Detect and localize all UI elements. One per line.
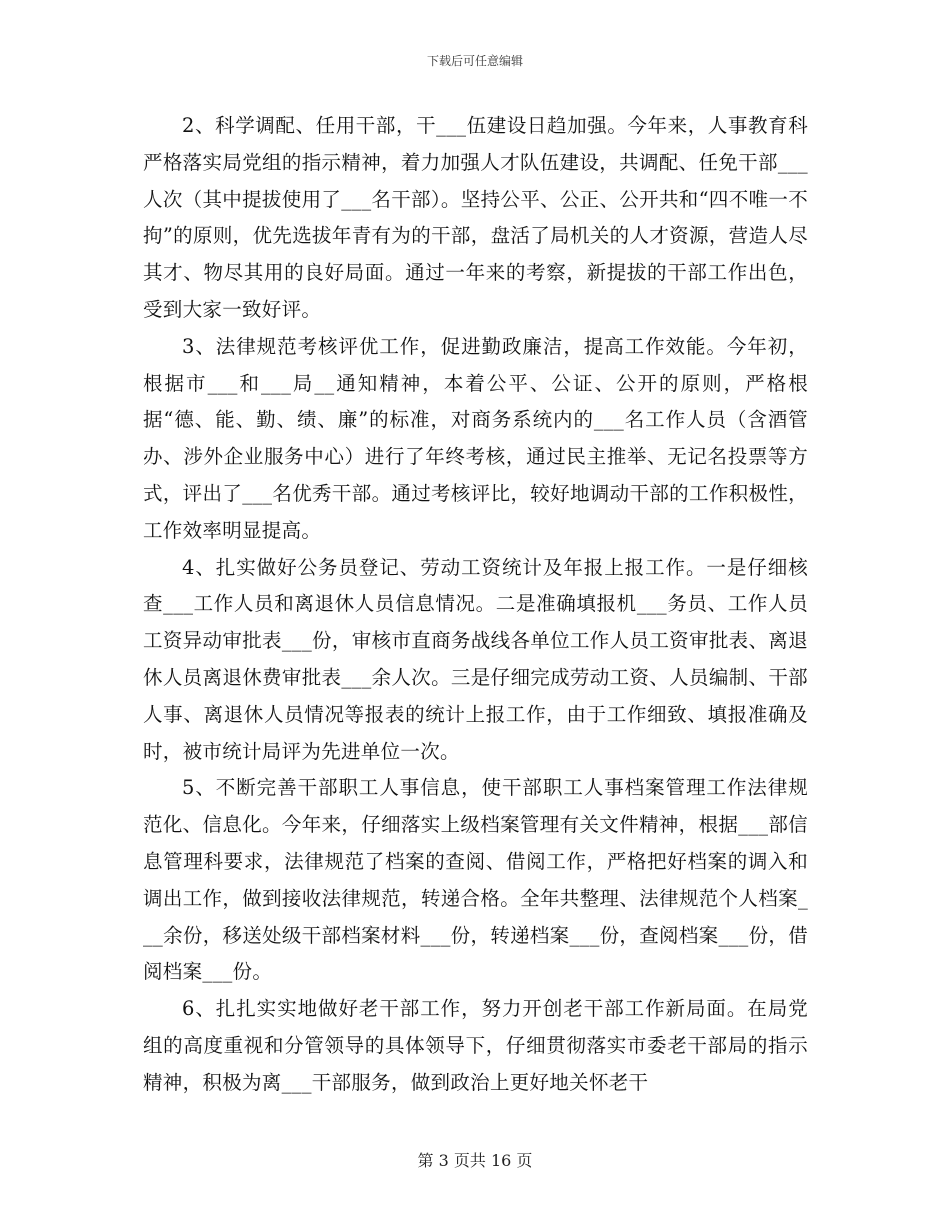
page-number-footer: 第 3 页共 16 页	[417, 1151, 533, 1170]
paragraph-2: 2、科学调配、任用干部，干___伍建设日趋加强。今年来，人事教育科严格落实局党组的指示精神，着力加强人才队伍建设，共调配、任免干部___人次（其中提拔使用了___名干部）。坚持公平、公正、公开共和“四不唯一不拘”的原则，优先选拔年青有为的干部，盘活了局机关的人才资源，营造人尽其才、物尽其用的良好局面。通过一年来的考察，新提拔的干部工作出色，受到大家一致好评。	[143, 114, 808, 321]
paragraph-5: 5、不断完善干部职工人事信息，使干部职工人事档案管理工作法律规范化、信息化。今年来，仔细落实上级档案管理有关文件精神，根据___部信息管理科要求，法律规范了档案的查阅、借阅工作，严格把好档案的调入和调出工作，做到接收法律规范，转递合格。全年共整理、法律规范个人档案___余份，移送处级干部档案材料___份，转递档案___份，查阅档案___份，借阅档案___份。	[143, 776, 808, 984]
paragraph-6: 6、扎扎实实地做好老干部工作，努力开创老干部工作新局面。在局党组的高度重视和分管领导的具体领导下，仔细贯彻落实市委老干部局的指示精神，积极为离___干部服务，做到政治上更好地关怀老干	[143, 997, 808, 1094]
page-header: 下载后可任意编辑	[426, 54, 523, 68]
paragraph-4: 4、扎实做好公务员登记、劳动工资统计及年报上报工作。一是仔细核查___工作人员和离退休人员信息情况。二是准确填报机___务员、工作人员工资异动审批表___份，审核市直商务战线各单位工作人员工资审批表、离退休人员离退休费审批表___余人次。三是仔细完成劳动工资、人员编制、干部人事、离退休人员情况等报表的统计上报工作，由于工作细致、填报准确及时，被市统计局评为先进单位一次。	[143, 555, 808, 763]
document-body	[143, 108, 808, 1102]
paragraph-3: 3、法律规范考核评优工作，促进勤政廉洁，提高工作效能。今年初，根据市___和___局__通知精神，本着公平、公证、公开的原则，严格根据“德、能、勤、绩、廉”的标准，对商务系统内的___名工作人员（含酒管办、涉外企业服务中心）进行了年终考核，通过民主推举、无记名投票等方式，评出了___名优秀干部。通过考核评比，较好地调动干部的工作积极性，工作效率明显提高。	[143, 334, 808, 542]
